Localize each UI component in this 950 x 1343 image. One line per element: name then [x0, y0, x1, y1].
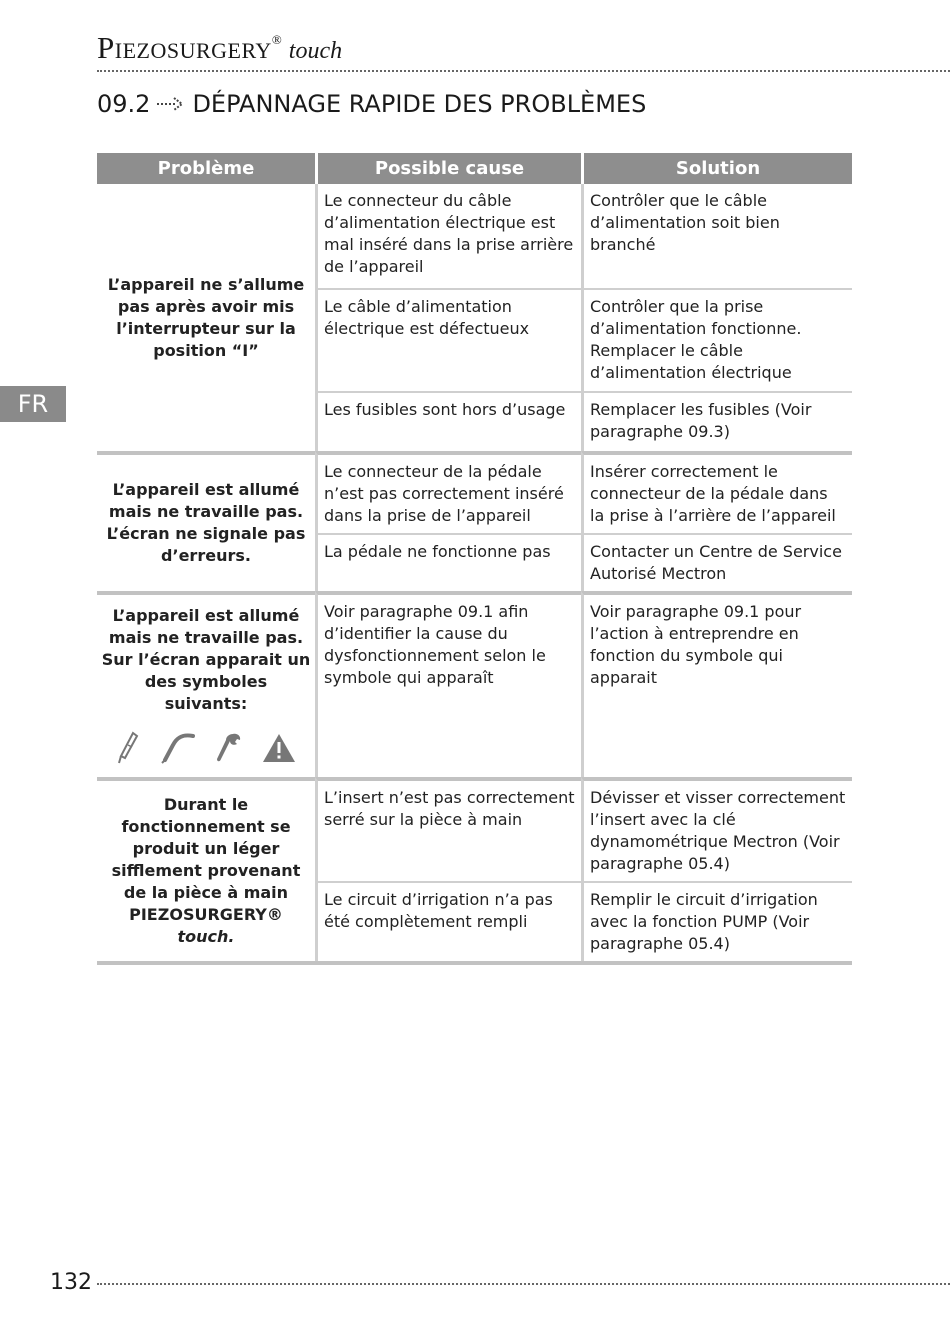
page-number: 132 — [50, 1270, 92, 1295]
problem-text: L’appareil est allumé mais ne travaille pas. Sur l’écran apparait un des symboles suivants: — [101, 606, 311, 713]
brand-name: Piezosurgery — [97, 30, 272, 65]
language-tab: FR — [0, 386, 66, 422]
table-row — [97, 591, 852, 777]
problem-text-suffix: touch. — [177, 927, 235, 946]
brand-registered-mark: ® — [271, 32, 282, 47]
section-number: 09.2 — [97, 90, 151, 118]
table-row — [97, 777, 852, 881]
solution-cell: Contrôler que le câble d’alimentation soit bien branché — [581, 184, 852, 288]
problem-cell — [97, 777, 315, 961]
problem-cell: L’appareil est allumé mais ne travaille pas. L’écran ne signale pas d’erreurs. — [97, 451, 315, 591]
brand-subtitle: touch — [288, 38, 343, 64]
brand-logo — [97, 30, 342, 66]
header-problem: Problème — [97, 153, 315, 184]
cause-cell: L’insert n’est pas correctement serré sur la pièce à main — [315, 777, 581, 881]
table-row — [97, 184, 852, 288]
solution-cell: Insérer correctement le connecteur de la pédale dans la prise à l’arrière de l’appareil — [581, 451, 852, 533]
handpiece-icon — [116, 731, 140, 771]
solution-cell: Contrôler que la prise d’alimentation fonctionne. Remplacer le câble d’alimentation électrique — [581, 288, 852, 391]
cause-cell: Voir paragraphe 09.1 afin d’identifier la cause du dysfonctionnement selon le symbole qui apparaît — [315, 591, 581, 777]
wrench-icon — [215, 731, 243, 771]
section-title — [97, 90, 646, 119]
problem-cell — [97, 591, 315, 777]
warning-triangle-icon — [262, 732, 296, 770]
dotted-arrow-icon — [156, 91, 186, 119]
problem-text: Durant le fonctionnement se produit un léger sifflement provenant de la pièce à main PIEZOSURGERY® — [111, 795, 301, 924]
solution-cell: Voir paragraphe 09.1 pour l’action à entreprendre en fonction du symbole qui apparait — [581, 591, 852, 777]
cause-cell: Le circuit d’irrigation n’a pas été complètement rempli — [315, 881, 581, 961]
problem-cell: L’appareil ne s’allume pas après avoir mis l’interrupteur sur la position “I” — [107, 274, 305, 360]
cause-cell: Le connecteur du câble d’alimentation électrique est mal inséré dans la prise arrière de l’appareil — [315, 184, 581, 288]
table-header-row — [97, 153, 852, 184]
footer-dotted-rule — [97, 1283, 950, 1285]
section-heading: DÉPANNAGE RAPIDE DES PROBLÈMES — [192, 90, 647, 118]
solution-cell: Remplacer les fusibles (Voir paragraphe 09.3) — [581, 391, 852, 451]
error-symbols — [101, 731, 311, 771]
solution-cell: Dévisser et visser correctement l’insert avec la clé dynamométrique Mectron (Voir paragraphe 05.4) — [581, 777, 852, 881]
table-row — [97, 451, 852, 533]
cause-cell: La pédale ne fonctionne pas — [315, 533, 581, 591]
cause-cell: Les fusibles sont hors d’usage — [315, 391, 581, 451]
cause-cell: Le câble d’alimentation électrique est défectueux — [315, 288, 581, 391]
header-solution: Solution — [581, 153, 852, 184]
header-dotted-rule — [97, 70, 950, 72]
solution-cell: Remplir le circuit d’irrigation avec la fonction PUMP (Voir paragraphe 05.4) — [581, 881, 852, 961]
cause-cell: Le connecteur de la pédale n’est pas correctement inséré dans la prise de l’appareil — [315, 451, 581, 533]
header-cause: Possible cause — [315, 153, 581, 184]
solution-cell: Contacter un Centre de Service Autorisé Mectron — [581, 533, 852, 591]
insert-icon — [159, 731, 197, 771]
troubleshooting-table — [97, 153, 852, 965]
